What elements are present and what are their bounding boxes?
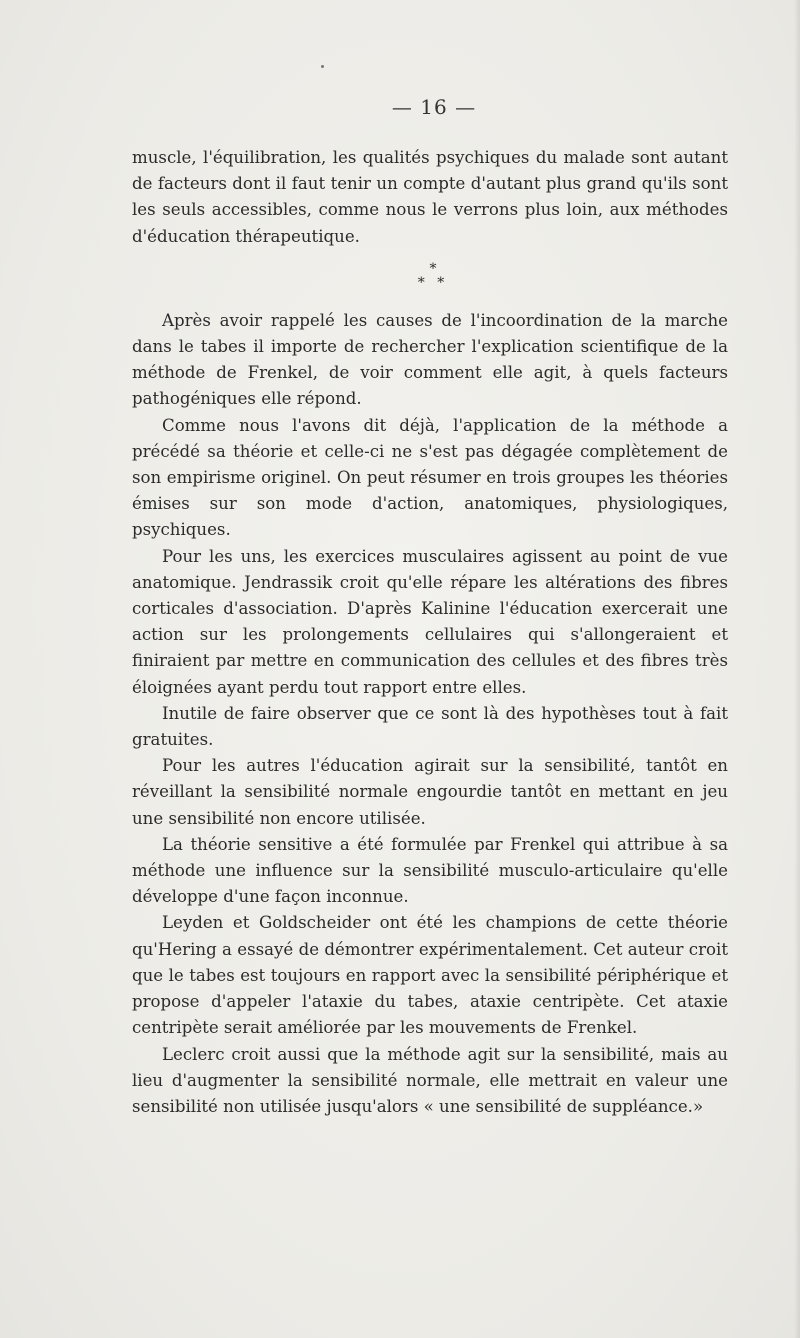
paragraph: Comme nous l'avons dit déjà, l'application de la méthode a précédé sa théorie et celle-ci ne s'est pas dégagée complètement de son empirisme originel. On peut résumer en trois groupes les théories émises sur son mode d'action, anatomiques, physiologiques, psychiques. [132, 415, 728, 540]
asterisk-bottom: * * [417, 274, 449, 291]
body-text [132, 145, 728, 1120]
paragraph: Pour les autres l'éducation agirait sur la sensibilité, tantôt en réveillant la sensibilité normale engourdie tantôt en mettant en jeu une sensibilité non encore utilisée. [132, 756, 728, 828]
paragraph-continued: muscle, l'équilibration, les qualités psychiques du malade sont autant de facteurs dont il faut tenir un compte d'autant plus grand qu'ils sont les seuls accessibles, comme nous le verrons plus loin, aux méthodes d'éducation thérapeutique. [132, 148, 728, 246]
page-edge-shadow [794, 0, 800, 1338]
paragraph: Inutile de faire observer que ce sont là des hypothèses tout à fait gratuites. [132, 703, 728, 750]
asterisk-top: * [429, 260, 437, 277]
paragraph: Leclerc croit aussi que la méthode agit sur la sensibilité, mais au lieu d'augmenter la sensibilité normale, elle mettrait en valeur une sensibilité non utilisée jusqu'alors « une sensibilité de suppléance.» [132, 1044, 728, 1116]
paragraph: Après avoir rappelé les causes de l'incoordination de la marche dans le tabes il importe de rechercher l'explication scientifique de la méthode de Frenkel, de voir comment elle agit, à quels facteurs pathogéniques elle répond. [132, 310, 728, 409]
section-separator [132, 250, 728, 302]
paragraph: Pour les uns, les exercices musculaires agissent au point de vue anatomique. Jendrassik croit qu'elle répare les altérations des fibres corticales d'association. D'après Kalinine l'éducation exercerait une action sur les prolongements cellulaires qui s'allongeraient et finiraient par mettre en communication des cellules et des fibres très éloignées ayant perdu tout rapport entre elles. [132, 546, 728, 697]
paragraph: Leyden et Goldscheider ont été les champions de cette théorie qu'Hering a essayé de démontrer expérimentalement. Cet auteur croit que le tabes est toujours en rapport avec la sensibilité périphérique et propose d'appeler l'ataxie du tabes, ataxie centripète. Cet ataxie centripète serait améliorée par les mouvements de Frenkel. [132, 913, 728, 1038]
paragraph: La théorie sensitive a été formulée par Frenkel qui attribue à sa méthode une influence sur la sensibilité musculo-articulaire qu'elle développe d'une façon inconnue. [132, 834, 728, 907]
page-number: — 16 — [391, 95, 477, 119]
ink-speck [321, 65, 324, 68]
